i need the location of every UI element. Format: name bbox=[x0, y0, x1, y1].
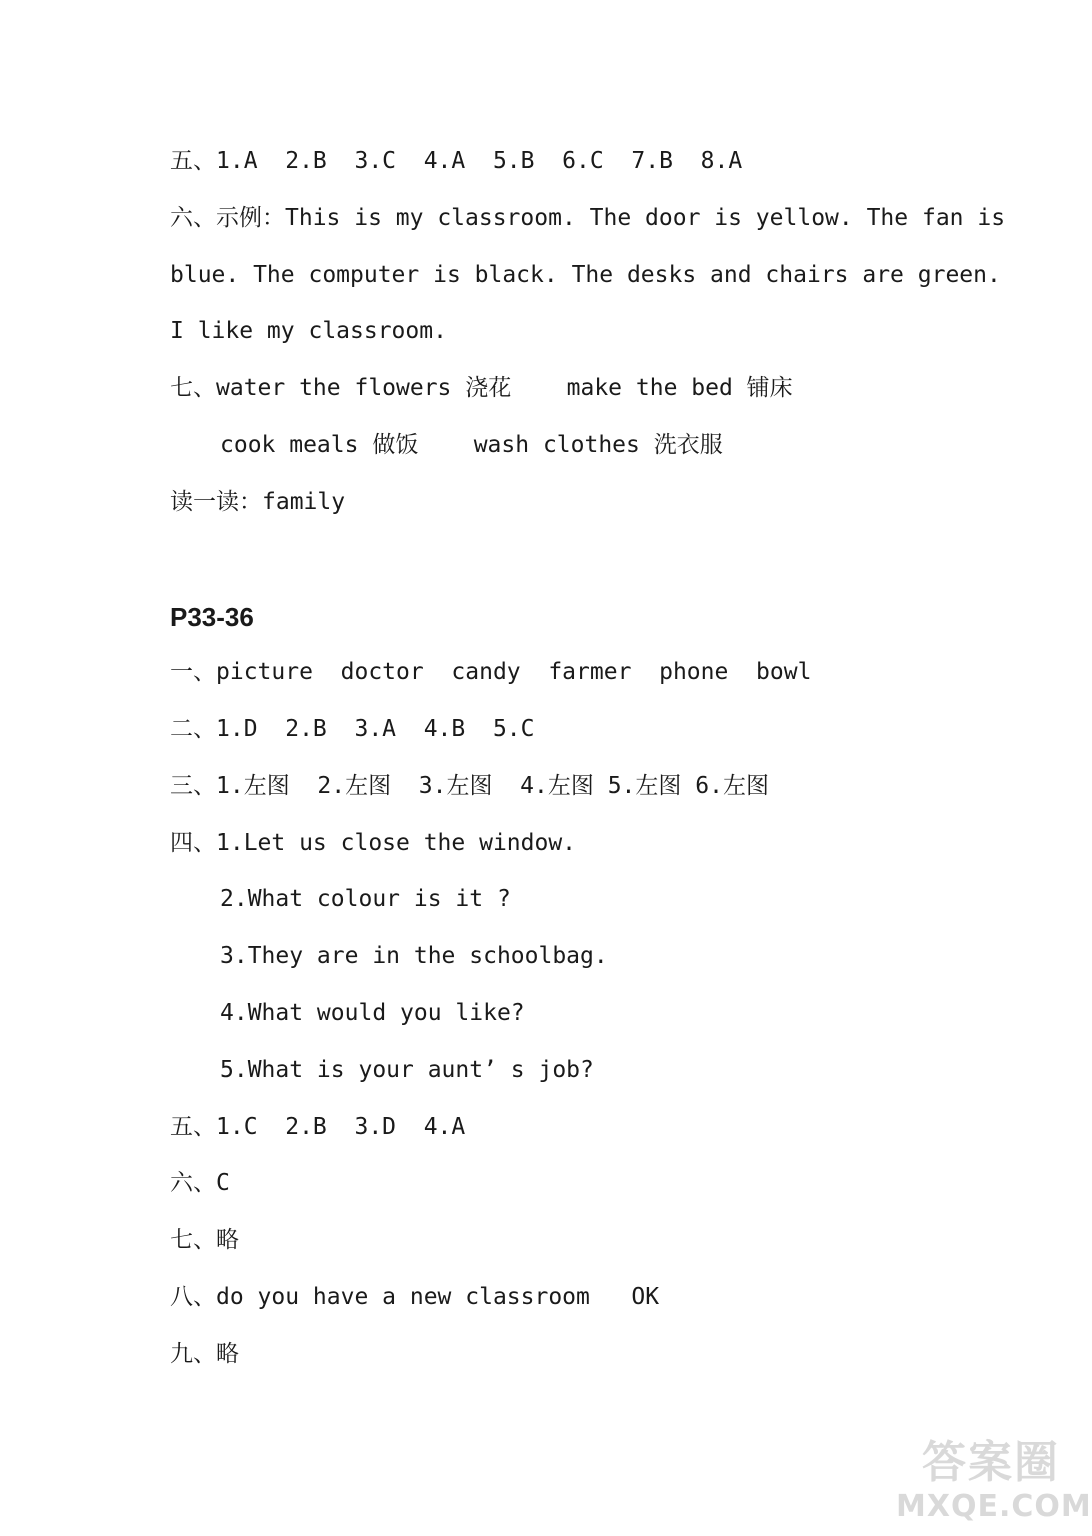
answer-line-3: 三、1.左图 2.左图 3.左图 4.左图 5.左图 6.左图 bbox=[170, 773, 769, 799]
answer-line-5: 五、1.A 2.B 3.C 4.A 5.B 6.C 7.B 8.A bbox=[170, 148, 743, 174]
answer-line-5b: 五、1.C 2.B 3.D 4.A bbox=[170, 1114, 466, 1140]
answer-line-1: 一、picture doctor candy farmer phone bowl bbox=[170, 659, 812, 685]
answer-line-7b: 七、略 bbox=[170, 1227, 239, 1253]
answer-line-6-end: I like my classroom. bbox=[170, 318, 447, 344]
answer-line-8: 八、do you have a new classroom OK bbox=[170, 1284, 660, 1310]
answer-line-4-5: 5.What is your aunt’ s job? bbox=[220, 1057, 594, 1083]
answer-line-7: 七、water the flowers 浇花 make the bed 铺床 bbox=[170, 375, 793, 401]
watermark-logo-text: 答案圈 bbox=[922, 1437, 1060, 1488]
page-range-heading: P33-36 bbox=[170, 602, 254, 632]
answer-line-4-4: 4.What would you like? bbox=[220, 1000, 525, 1026]
site-watermark bbox=[896, 1437, 1092, 1532]
answer-line-6: 六、示例：This is my classroom. The door is yellow. The fan is bbox=[170, 205, 1006, 231]
answer-line-6-cont: blue. The computer is black. The desks and chairs are green. bbox=[170, 262, 1001, 288]
answer-line-read: 读一读：family bbox=[170, 489, 346, 515]
answer-line-2: 二、1.D 2.B 3.A 4.B 5.C bbox=[170, 716, 535, 742]
answer-line-7-cont: cook meals 做饭 wash clothes 洗衣服 bbox=[220, 432, 723, 458]
watermark-domain: MXQE.COM bbox=[896, 1489, 1092, 1524]
answer-line-4: 四、1.Let us close the window. bbox=[170, 830, 577, 856]
answer-line-4-2: 2.What colour is it ? bbox=[220, 886, 511, 912]
answer-line-9: 九、略 bbox=[170, 1341, 239, 1367]
answer-line-4-3: 3.They are in the schoolbag. bbox=[220, 943, 608, 969]
answer-line-6b: 六、C bbox=[170, 1170, 230, 1196]
